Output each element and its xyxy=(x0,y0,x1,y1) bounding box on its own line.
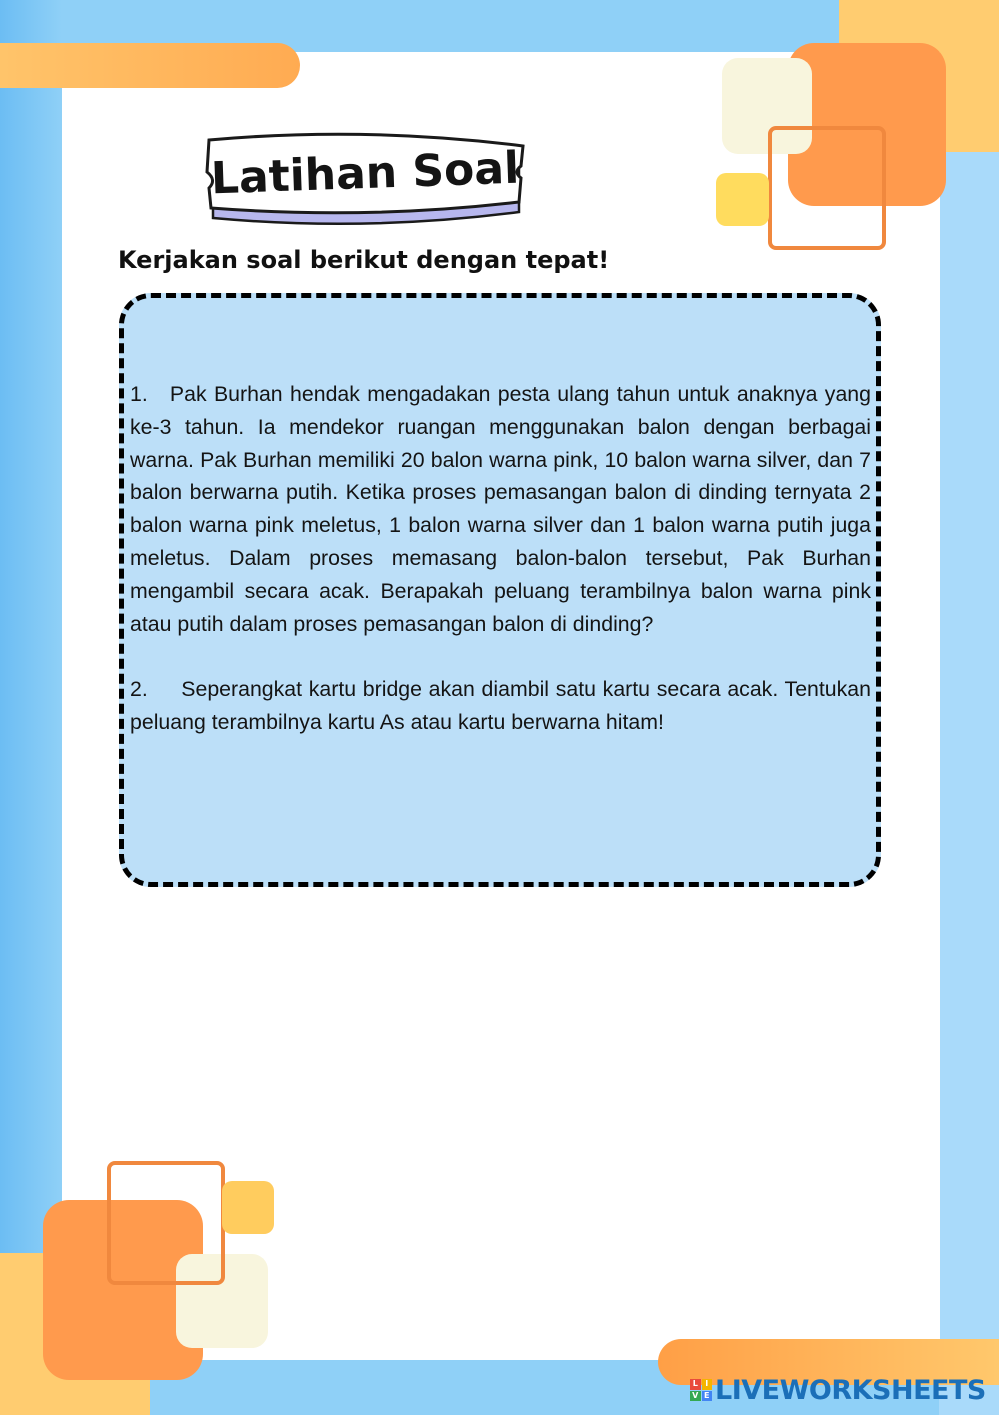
page-title: Latihan Soal xyxy=(210,142,520,204)
question-item xyxy=(130,378,871,640)
question-number: 2. xyxy=(130,677,148,702)
deco-square-yellow-bottom xyxy=(222,1181,274,1234)
deco-square-outline-bottom xyxy=(107,1161,225,1285)
liveworksheets-logo-icon: L I V E xyxy=(690,1379,712,1401)
deco-square-yellow-top xyxy=(716,173,769,226)
question-text: Pak Burhan hendak mengadakan pesta ulang tahun untuk anaknya yang ke-3 tahun. Ia mendekor ruangan menggunakan balon dengan berbagai warna. Pak Burhan memiliki 20 balon warna pink, 10 balon warna silver, dan 7 balon berwarna putih. Ketika proses pemasangan balon di dinding ternyata 2 balon warna pink meletus, 1 balon warna silver dan 1 balon warna putih juga meletus. Dalam proses memasang balon-balon tersebut, Pak Burhan mengambil secara acak. Berapakah peluang terambilnya balon warna pink atau putih dalam proses pemasangan balon di dinding? xyxy=(130,382,871,636)
liveworksheets-watermark[interactable] xyxy=(690,1372,986,1408)
question-number: 1. xyxy=(130,382,148,406)
right-blue-border xyxy=(939,0,999,1415)
instruction-text: Kerjakan soal berikut dengan tepat! xyxy=(118,246,610,274)
orange-strip-top xyxy=(0,43,300,88)
question-list xyxy=(130,378,871,739)
deco-square-outline-top xyxy=(768,126,886,250)
question-text: Seperangkat kartu bridge akan diambil satu kartu secara acak. Tentukan peluang terambilnya kartu As atau kartu berwarna hitam! xyxy=(130,677,871,734)
question-item xyxy=(130,673,871,739)
left-blue-border xyxy=(0,0,62,1415)
liveworksheets-text: LIVEWORKSHEETS xyxy=(715,1374,986,1406)
